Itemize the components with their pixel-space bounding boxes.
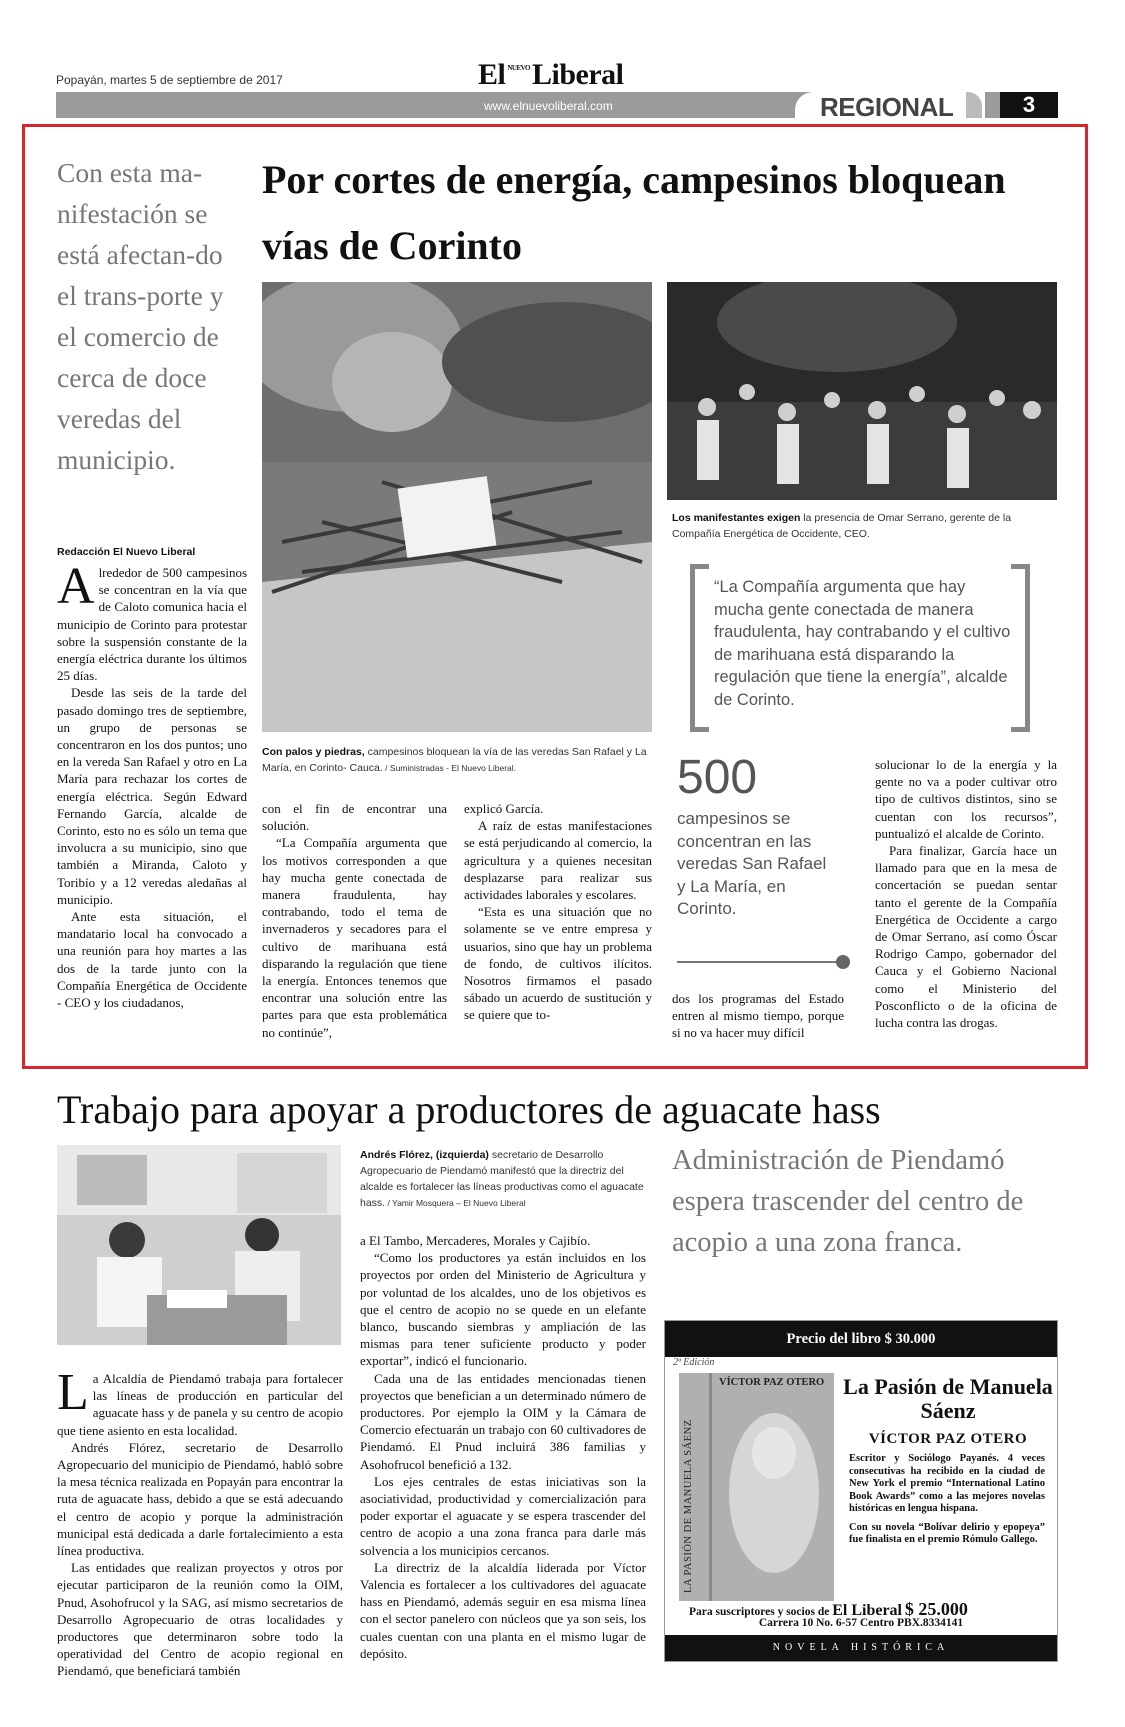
stat-divider xyxy=(677,961,840,963)
photo-barricade xyxy=(262,282,652,732)
article1-column-1: Alrededor de 500 campesinos se concentran en la vía que de Caloto comunica hacia el municipio de Corinto para protestar sobre la suspensión constante de la energía eléctrica durante los últimos 25 días. Desde las seis de la tarde del pasado domingo tres de septiembre, un grupo de personas se concentraron en los dos puntos; uno en la vereda San Rafael y otro en La María para rechazar los cortes de energía eléctrica. Según Edward Fernando García, alcalde de Corinto, esto no es sólo un tema que involucra a su municipio, sino que también a Miranda, Caloto y Toribío y a 12 veredas aledañas al municipio. Ante esta situación, el mandatario local ha convocado a una reunión para hoy martes a las dos de la tarde junto con la Compañía Energética de Occidente - CEO y los ciudadanos, xyxy=(57,558,247,1011)
book-cover xyxy=(679,1373,834,1601)
stat-number: 500 xyxy=(677,751,758,804)
ad-address: Carrera 10 No. 6-57 Centro PBX.8334141 xyxy=(758,1617,964,1629)
article1-deck: Con esta ma-nifestación se está afectan-do el trans-porte y el comercio de cerca de doce veredas del municipio. xyxy=(57,157,224,475)
subscriber-offer: Para suscriptores y socios de El Liberal $ 25.000 xyxy=(689,1599,968,1619)
article2-column-2: a El Tambo, Mercaderes, Morales y Cajibío. “Como los productores ya están incluidos en los proyectos por orden del Ministerio de Agricultura y por voluntad de los alcaldes, uno de los objetivos es que el centro de acopio no se quede en un elefante blanco, buscando siembras y ampliación de las mismas para tener suficiente producto y poder exportar”, indicó el funcionario. Cada una de las entidades mencionadas tienen proyectos que benefician a un determinado número de productores. Por ejemplo la OIM y la Cámara de Comercio efectuarán un trabajo con 60 cultivadores de Piendamó. El Pnud incluirá 386 familias y Asohofrucol benefició a 132. Los ejes centrales de estas iniciativas son la asociatividad, productividad y comercialización para poder exportar el aguacate y se espera trascender del centro de acopio a una zona franca para darle más solvencia a los municipios cercanos. La directriz de la alcaldía liderada por Víctor Valencia es fortalecer a los cultivadores del aguacate hass en Piendamó, además seguir en esa misma línea con el sector panelero con núcleos que ya son seis, los cuales cuentan con una planta en el mismo lugar de depósito. xyxy=(360,1233,646,1661)
article2-headline: Trabajo para apoyar a productores de aguacate hass xyxy=(57,1087,881,1132)
issue-date: Popayán, martes 5 de septiembre de 2017 xyxy=(56,73,283,87)
ad-edition-label: 2ª Edición xyxy=(673,1357,715,1368)
article1-column-3: explicó García. A raíz de estas manifestaciones se está perjudicando al comercio, la agricultura y a quienes necesitan desplazarse para realizar sus actividades laborales y escolares. “Esta es una situación que no solamente se ve entre empresa y usuarios, sino que hay un problema de fondo, de cultivos ilícitos. Nosotros firmamos el pasado sábado un acuerdo de sustitución y se quiere que to- xyxy=(464,801,652,1023)
ad-price-banner: Precio del libro $ 30.000 xyxy=(665,1321,1057,1357)
photo-meeting-caption: Andrés Flórez, (izquierda) secretario de Desarrollo Agropecuario de Piendamó manifestó que la directriz del alcalde es fortalecer las líneas productivas como el aguacate hass. / Yamir Mosquera – El Nuevo Liberal xyxy=(360,1149,644,1209)
book-cover-author: VÍCTOR PAZ OTERO xyxy=(719,1377,825,1388)
stat-text: campesinos se concentran en las veredas San Rafael y La María, en Corinto. xyxy=(677,809,827,918)
subscriber-price: $ 25.000 xyxy=(904,1599,968,1619)
article2-dropcap: L xyxy=(57,1364,89,1421)
subscriber-logo: El Liberal xyxy=(832,1602,902,1619)
book-title: La Pasión de Manuela Sáenz xyxy=(843,1374,1053,1423)
photo-protesters xyxy=(667,282,1057,500)
newspaper-logo: El NUEVOLiberal xyxy=(478,58,624,91)
article1-headline: Por cortes de energía, campesinos bloquean vías de Corinto xyxy=(262,157,1006,268)
section-title: REGIONAL xyxy=(820,92,954,122)
author-bio: Escritor y Sociólogo Payanés. 4 veces consecutivas ha recibido en la ciudad de New York el premio “International Latino Book Awards” como a las mejores novelas históricas en lengua hispana. Con su novela “Bolívar delirio y epopeya” fue finalista en el premio Rómulo Gallego. xyxy=(849,1453,1045,1545)
article2-deck: Administración de Piendamó espera trascender del centro de acopio a una zona franca. xyxy=(672,1145,1024,1258)
article1-column-2: con el fin de encontrar una solución. “La Compañía argumenta que los motivos corresponden a que hay mucha gente conectada de manera fraudulenta, hay contrabando, todo el tema de invernaderos y secadores para el cultivo de marihuana está disparando la regulación que tiene la energía. Entonces tenemos que encontrar una solución entre las partes para que esta problemática no continúe”, xyxy=(262,801,447,1040)
ad-footer: NOVELA HISTÓRICA xyxy=(665,1635,1057,1661)
article1-column-4: dos los programas del Estado entren al mismo tiempo, porque si no va hacer muy difícil xyxy=(672,991,844,1041)
pull-quote-text: “La Compañía argumenta que hay mucha gente conectada de manera fraudulenta, hay contrabando y el cultivo de marihuana está disparando la regulación que tiene la energía”, alcalde de Corinto. xyxy=(714,578,1011,709)
photo-meeting xyxy=(57,1145,341,1345)
site-url: www.elnuevoliberal.com xyxy=(484,99,613,113)
pull-quote xyxy=(690,564,1030,730)
article1-byline: Redacción El Nuevo Liberal xyxy=(57,546,196,558)
book-advertisement xyxy=(664,1320,1058,1662)
article1-dropcap: A xyxy=(57,558,95,615)
stat-bullet xyxy=(836,955,850,969)
page-number: 3 xyxy=(1022,92,1036,117)
book-cover-title: LA PASIÓN DE MANUELA SÁENZ xyxy=(683,1419,694,1593)
article1-column-5: solucionar lo de la energía y la gente no va a poder cultivar otro tipo de cultivos distintos, sino se cuentan con los recursos”, puntualizó el alcalde de Corinto. Para finalizar, García hace un llamado para que en la mesa de concertación se puedan sentar tanto el gerente de la Compañía Energética de Occidente a cargo de Omar Serrano, así como Óscar Rodrigo Campo, gobernador del Cauca y el Gobierno Nacional como el Ministerio del Posconflicto o de la oficina de lucha contra las drogas. xyxy=(875,757,1057,1031)
photo-barricade-caption: Con palos y piedras, campesinos bloquean la vía de las veredas San Rafael y La María, en Corinto- Cauca. / Suministradas - El Nuevo Liberal. xyxy=(262,746,647,774)
article2-column-1: La Alcaldía de Piendamó trabaja para fortalecer las líneas de producción en particular del aguacate hass y de panela y su centro de acopio que tiene asiento en esta localidad. Andrés Flórez, secretario de Desarrollo Agropecuario del municipio de Piendamó, habló sobre la mesa técnica realizada en Popayán para encontrar la ruta de aguacate hass, debido a que se está adecuando el centro de acopio y porque la administración municipal está dedicada a darle fortalecimiento a esta línea productiva. Las entidades que realizan proyectos y otros por ejecutar participaron de la reunión como la OIM, Pnud, Asohofrucol y la SAG, así mismo secretarios de Desarrollo Agropecuario de otras localidades y productores que determinaron sobre todo la operatividad del Centro de acopio regional en Piendamó, que beneficiará también xyxy=(57,1364,343,1679)
book-author: VÍCTOR PAZ OTERO xyxy=(868,1431,1028,1447)
quote-bracket-left xyxy=(690,564,709,732)
photo-protesters-caption: Los manifestantes exigen la presencia de Omar Serrano, gerente de la Compañía Energética de Occidente, CEO. xyxy=(672,512,1012,540)
